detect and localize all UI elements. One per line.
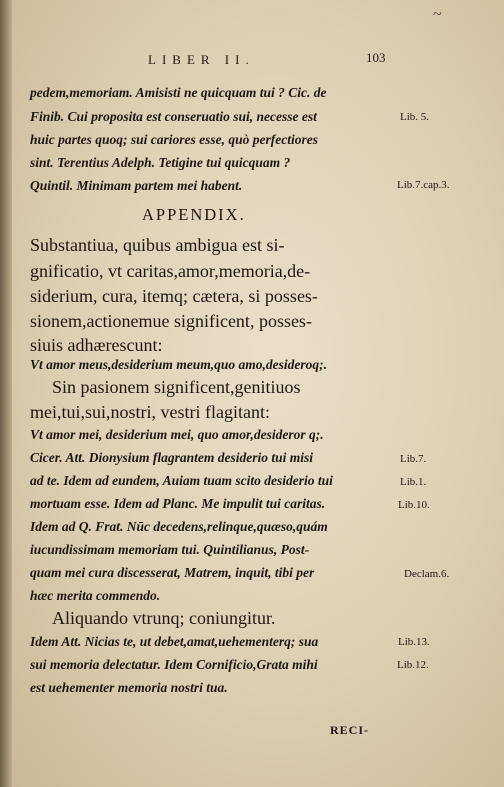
- margin-note: Declam.6.: [404, 568, 450, 580]
- margin-note: Lib.10.: [398, 499, 430, 511]
- margin-note: Lib.7.: [400, 453, 427, 465]
- roman-text-line: sionem,actionemue significent, posses-: [30, 311, 312, 331]
- section-heading: APPENDIX.: [142, 205, 246, 224]
- text-line: Quintil. Minimam partem mei habent.: [30, 178, 243, 193]
- text-line: sint. Terentius Adelph. Tetigine tui quicquam ?: [30, 155, 291, 170]
- roman-text-line: gnificatio, vt caritas,amor,memoria,de-: [30, 261, 311, 281]
- running-head: LIBER II.: [148, 52, 255, 67]
- text-line: huic partes quoq; sui cariores esse, quò perfectiores: [30, 132, 318, 147]
- text-line: quam mei cura discesserat, Matrem, inquit, tibi per: [30, 565, 315, 580]
- text-line: Vt amor meus,desiderium meum,quo amo,desideroq;.: [30, 357, 328, 372]
- text-line: ad te. Idem ad eundem, Auiam tuam scito desiderio tui: [30, 473, 333, 488]
- text-line: iucundissimam memoriam tui. Quintilianus, Post-: [30, 542, 310, 557]
- roman-text-line: siderium, cura, itemq; cætera, si posses-: [30, 286, 318, 306]
- text-line: Idem ad Q. Frat. Nūc decedens,relinque,quæso,quám: [30, 519, 328, 534]
- text-line: Finib. Cui proposita est conseruatio sui, necesse est: [30, 109, 317, 124]
- page-gutter-shadow: [0, 0, 12, 787]
- text-line: hæc merita commendo.: [30, 588, 161, 603]
- text-line: Vt amor mei, desiderium mei, quo amor,desideror q;.: [30, 427, 324, 442]
- text-line: mortuam esse. Idem ad Planc. Me impulit tui caritas.: [30, 496, 326, 511]
- text-line: pedem,memoriam. Amisisti ne quicquam tui ? Cic. de: [30, 85, 327, 100]
- roman-text-line: siuis adhærescunt:: [30, 335, 163, 355]
- roman-text-line: mei,tui,sui,nostri, vestri flagitant:: [30, 402, 270, 422]
- page-header: [0, 52, 504, 72]
- catchword: RECI-: [330, 723, 370, 737]
- pen-mark: ~: [433, 6, 442, 23]
- margin-note: Lib.13.: [398, 636, 430, 648]
- margin-note: Lib. 5.: [400, 111, 430, 123]
- text-line: Idem Att. Nicias te, ut debet,amat,uehementerq; sua: [30, 634, 319, 649]
- page-number: 103: [366, 50, 386, 65]
- text-line: Cicer. Att. Dionysium flagrantem desiderio tui misi: [30, 450, 314, 465]
- margin-note: Lib.7.cap.3.: [397, 179, 450, 191]
- roman-text-line: Sin pasionem significent,genitiuos: [52, 377, 301, 397]
- margin-note: Lib.12.: [397, 659, 429, 671]
- text-line: est uehementer memoria nostri tua.: [30, 680, 228, 695]
- roman-text-line: Substantiua, quibus ambigua est si-: [30, 235, 285, 255]
- text-line: sui memoria delectatur. Idem Cornificio,Grata mihi: [30, 657, 318, 672]
- roman-text-line: Aliquando vtrunq; coniungitur.: [52, 608, 276, 628]
- margin-note: Lib.1.: [400, 476, 427, 488]
